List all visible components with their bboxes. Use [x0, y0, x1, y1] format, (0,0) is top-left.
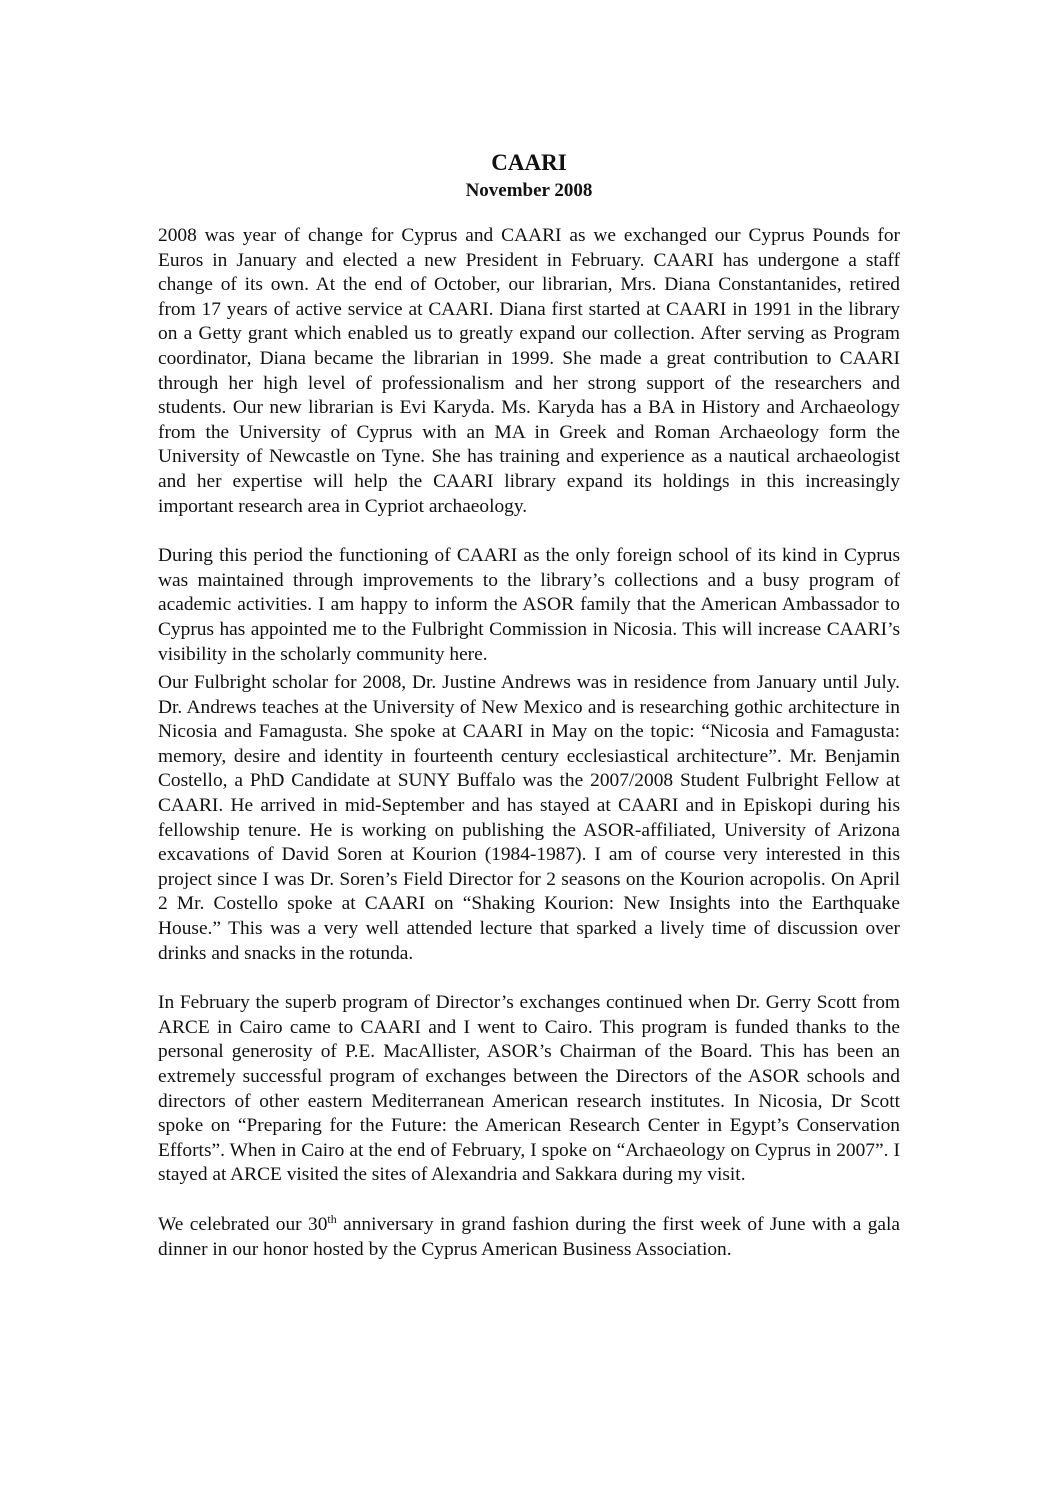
ordinal-superscript: th — [327, 1211, 337, 1226]
document-title: CAARI — [491, 150, 567, 175]
paragraph-anniversary — [158, 1213, 900, 1262]
paragraph-library-and-fulbright: During this period the functioning of CAARI as the only foreign school of its kind in Cyprus was maintained through improvements to the library’s collections and a busy program of academic activities. I am happy to inform the ASOR family that the American Ambassador to Cyprus has appointed me to the Fulbright Commission in Nicosia. This will increase CAARI’s visibility in the scholarly community here. — [158, 545, 900, 665]
document-page — [158, 148, 900, 1262]
paragraph-fulbright-scholars: Our Fulbright scholar for 2008, Dr. Justine Andrews was in residence from January until July. Dr. Andrews teaches at the University of New Mexico and is researching gothic architecture in Nicosia and Famagusta. She spoke at CAARI in May on the topic: “Nicosia and Famagusta: memory, desire and identity in fourteenth century ecclesiastical architecture”. Mr. Benjamin Costello, a PhD Candidate at SUNY Buffalo was the 2007/2008 Student Fulbright Fellow at CAARI. He arrived in mid-September and has stayed at CAARI and in Episkopi during his fellowship tenure. He is working on publishing the ASOR-affiliated, University of Arizona excavations of David Soren at Kourion (1984-1987). I am of course very interested in this project since I was Dr. Soren’s Field Director for 2 seasons on the Kourion acropolis. On April 2 Mr. Costello spoke at CAARI on “Shaking Kourion: New Insights into the Earthquake House.” This was a very well attended lecture that sparked a lively time of discussion over drinks and snacks in the rotunda. — [158, 672, 900, 964]
paragraph-director-exchanges: In February the superb program of Director’s exchanges continued when Dr. Gerry Scott from ARCE in Cairo came to CAARI and I went to Cairo. This program is funded thanks to the personal generosity of P.E. MacAllister, ASOR’s Chairman of the Board. This has been an extremely successful program of exchanges between the Directors of the ASOR schools and directors of other eastern Mediterranean American research institutes. In Nicosia, Dr Scott spoke on “Preparing for the Future: the American Research Center in Egypt’s Conservation Efforts”. When in Cairo at the end of February, I spoke on “Archaeology on Cyprus in 2007”. I stayed at ARCE visited the sites of Alexandria and Sakkara during my visit. — [158, 992, 900, 1186]
paragraph-staff-change: 2008 was year of change for Cyprus and CAARI as we exchanged our Cyprus Pounds for Euros in January and elected a new President in February. CAARI has undergone a staff change of its own. At the end of October, our librarian, Mrs. Diana Constantanides, retired from 17 years of active service at CAARI. Diana first started at CAARI in 1991 in the library on a Getty grant which enabled us to greatly expand our collection. After serving as Program coordinator, Diana became the librarian in 1999. She made a great contribution to CAARI through her high level of professionalism and her strong support of the researchers and students. Our new librarian is Evi Karyda. Ms. Karyda has a BA in History and Archaeology from the University of Cyprus with an MA in Greek and Roman Archaeology form the University of Newcastle on Tyne. She has training and experience as a nautical archaeologist and her expertise will help the CAARI library expand its holdings in this increasingly important research area in Cypriot archaeology. — [158, 225, 900, 517]
anniversary-text-start: We celebrated our 30 — [158, 1213, 328, 1235]
document-date: November 2008 — [465, 180, 593, 201]
anniversary-text-end: anniversary in grand fashion during the first week of June with a gala dinner in our honor hosted by the Cyprus American Business Association. — [158, 1213, 900, 1260]
